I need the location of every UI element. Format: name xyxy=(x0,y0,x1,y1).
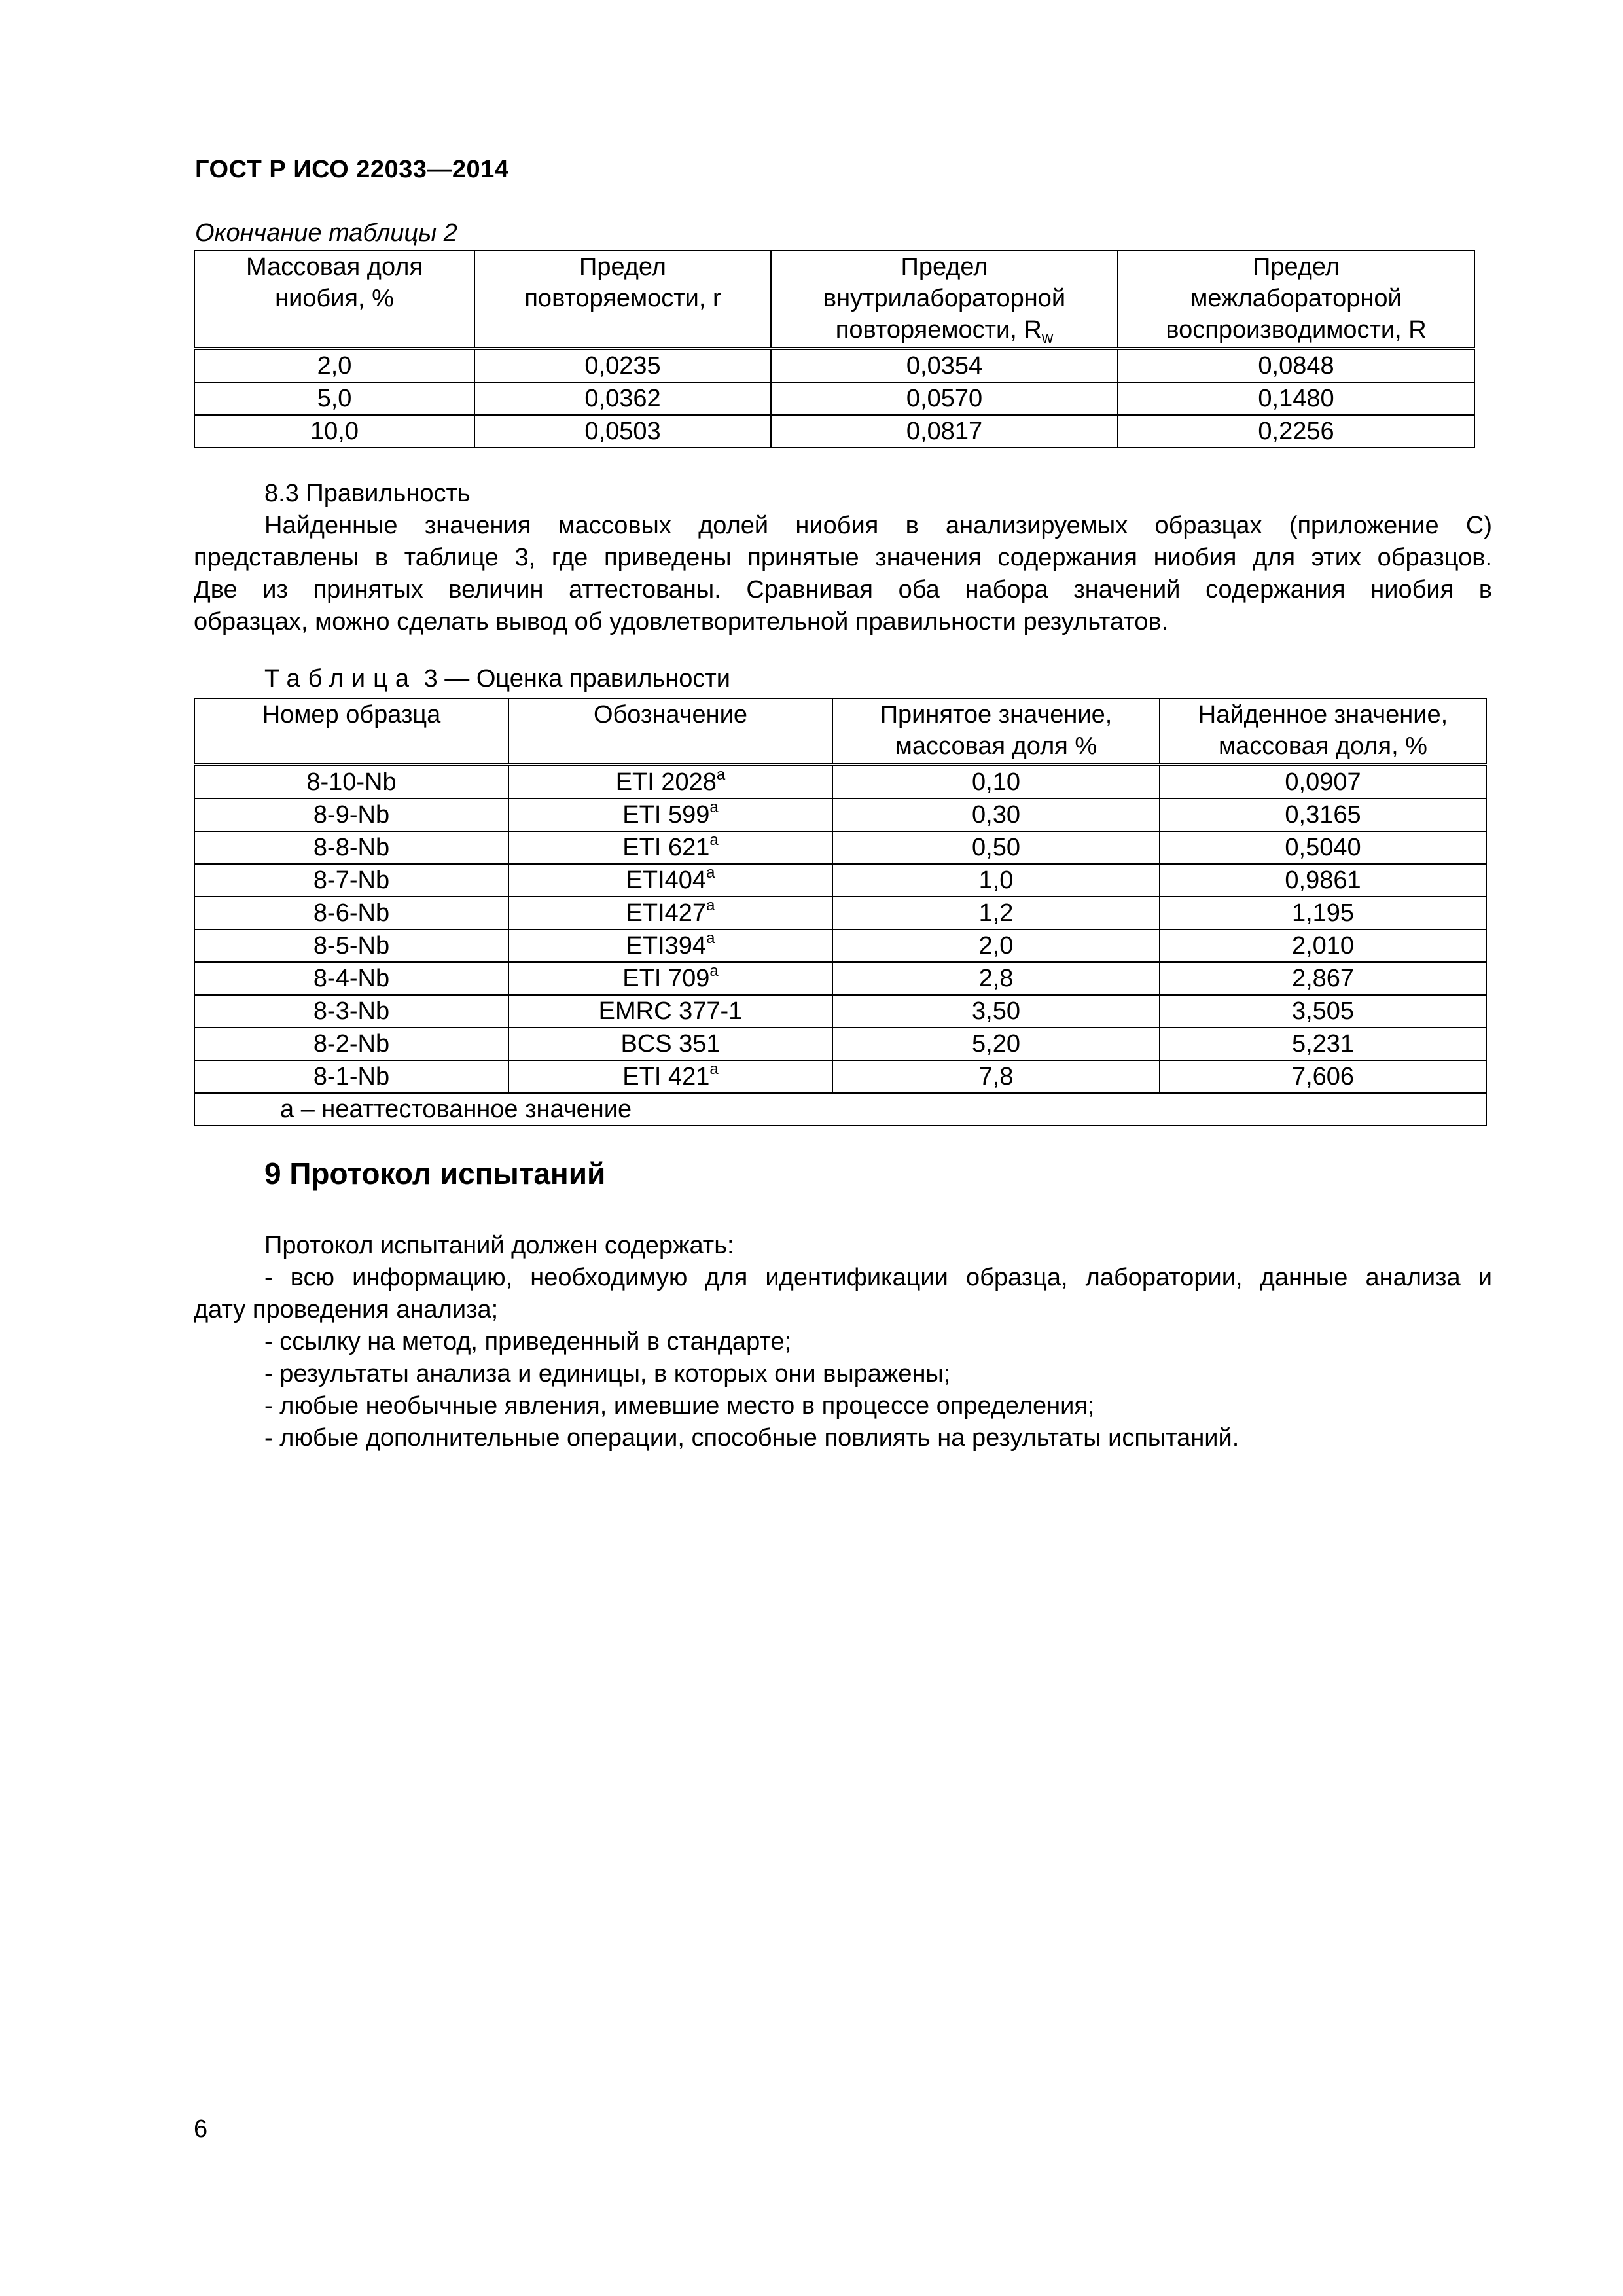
designation-text: ETI427 xyxy=(626,899,707,927)
found-value-cell: 3,505 xyxy=(1160,995,1486,1028)
sample-number-cell: 8-1-Nb xyxy=(194,1060,508,1093)
table2 xyxy=(194,250,1475,448)
section-9-item-4: - любые необычные явления, имевшие место в процессе определения; xyxy=(264,1392,1095,1420)
table-row xyxy=(194,929,1486,962)
table2-body xyxy=(194,349,1474,448)
designation-footnote-mark: a xyxy=(709,1060,719,1078)
designation-footnote-mark: a xyxy=(709,961,719,980)
table3-header-cell xyxy=(194,698,508,765)
section-9-intro: Протокол испытаний должен содержать: xyxy=(264,1232,734,1259)
sample-number-cell: 8-8-Nb xyxy=(194,831,508,864)
table-row xyxy=(194,962,1486,995)
accepted-value-cell: 0,30 xyxy=(832,798,1160,831)
section-9-item-2: - ссылку на метод, приведенный в стандарте; xyxy=(264,1328,792,1355)
document-header: ГОСТ Р ИСО 22033—2014 xyxy=(195,156,509,183)
table2-header-line: ниобия, % xyxy=(275,285,394,312)
designation-text: EMRC 377-1 xyxy=(598,997,743,1025)
found-value-cell: 2,010 xyxy=(1160,929,1486,962)
sample-number-cell: 8-4-Nb xyxy=(194,962,508,995)
table-row xyxy=(194,382,1474,415)
table2-cell: 0,0817 xyxy=(771,415,1118,448)
table3-body xyxy=(194,765,1486,1126)
section-8-3-line-4: образцах, можно сделать вывод об удовлетворительной правильности результатов. xyxy=(194,608,1169,636)
table2-header-cell xyxy=(474,251,771,349)
sample-number-cell: 8-5-Nb xyxy=(194,929,508,962)
accepted-value-cell: 1,0 xyxy=(832,864,1160,897)
accepted-value-cell: 7,8 xyxy=(832,1060,1160,1093)
found-value-cell: 7,606 xyxy=(1160,1060,1486,1093)
designation-cell xyxy=(508,897,832,929)
table-row xyxy=(194,831,1486,864)
table2-cell: 0,0503 xyxy=(474,415,771,448)
sample-number-cell: 8-6-Nb xyxy=(194,897,508,929)
table-row xyxy=(194,1028,1486,1060)
designation-text: ETI 621 xyxy=(622,833,710,861)
table-row xyxy=(194,864,1486,897)
accepted-value-cell: 3,50 xyxy=(832,995,1160,1028)
table2-header-cell xyxy=(1118,251,1474,349)
designation-cell xyxy=(508,864,832,897)
table2-header-line: Предел xyxy=(579,253,666,281)
table3-caption-label: Таблица xyxy=(264,665,417,692)
table3 xyxy=(194,698,1487,1126)
table2-header-cell xyxy=(771,251,1118,349)
found-value-cell: 5,231 xyxy=(1160,1028,1486,1060)
table2-cell: 0,0570 xyxy=(771,382,1118,415)
sample-number-cell: 8-2-Nb xyxy=(194,1028,508,1060)
designation-footnote-mark: a xyxy=(716,765,726,783)
designation-footnote-mark: a xyxy=(709,831,719,849)
designation-cell xyxy=(508,765,832,799)
table3-header-line: Обозначение xyxy=(593,701,747,728)
found-value-cell: 0,3165 xyxy=(1160,798,1486,831)
designation-footnote-mark: a xyxy=(706,863,715,882)
found-value-cell: 1,195 xyxy=(1160,897,1486,929)
table2-header-line: Предел xyxy=(1253,253,1340,281)
table2-header-line: внутрилабораторной xyxy=(823,285,1066,312)
table3-caption-title: — Оценка правильности xyxy=(444,665,730,692)
designation-text: ETI404 xyxy=(626,866,707,894)
table3-header-line: Номер образца xyxy=(262,701,441,728)
accepted-value-cell: 2,8 xyxy=(832,962,1160,995)
table2-header-line: воспроизводимости, R xyxy=(1166,316,1427,344)
designation-text: ETI 709 xyxy=(622,964,710,992)
table2-cell: 0,0354 xyxy=(771,349,1118,383)
section-9-title: 9 Протокол испытаний xyxy=(264,1157,606,1191)
table2-cell: 0,2256 xyxy=(1118,415,1474,448)
accepted-value-cell: 5,20 xyxy=(832,1028,1160,1060)
designation-text: ETI394 xyxy=(626,931,707,960)
designation-cell xyxy=(508,1060,832,1093)
table3-footnote-row xyxy=(194,1093,1486,1126)
designation-cell xyxy=(508,929,832,962)
table3-header-cell xyxy=(508,698,832,765)
table2-cell: 10,0 xyxy=(194,415,474,448)
accepted-value-cell: 1,2 xyxy=(832,897,1160,929)
designation-text: ETI 2028 xyxy=(615,768,717,796)
section-9-item-5: - любые дополнительные операции, способные повлиять на результаты испытаний. xyxy=(264,1424,1240,1452)
found-value-cell: 0,0907 xyxy=(1160,765,1486,799)
designation-text: ETI 599 xyxy=(622,800,710,829)
sample-number-cell: 8-9-Nb xyxy=(194,798,508,831)
accepted-value-cell: 0,10 xyxy=(832,765,1160,799)
table-row xyxy=(194,897,1486,929)
table2-cell: 0,0848 xyxy=(1118,349,1474,383)
section-8-3-line-1: Найденные значения массовых долей ниобия в анализируемых образцах (приложение С) xyxy=(264,512,1492,539)
sample-number-cell: 8-3-Nb xyxy=(194,995,508,1028)
section-8-3-line-2: представлены в таблице 3, где приведены принятые значения содержания ниобия для этих образцов. xyxy=(194,544,1492,571)
table3-caption-number: 3 xyxy=(423,665,438,692)
section-8-3-heading: 8.3 Правильность xyxy=(264,480,471,507)
table2-cell: 0,0235 xyxy=(474,349,771,383)
table2-header-subscript: w xyxy=(1041,329,1054,347)
table3-header-line: Принятое значение, xyxy=(880,701,1113,728)
found-value-cell: 0,9861 xyxy=(1160,864,1486,897)
table3-header-cell xyxy=(832,698,1160,765)
table3-caption xyxy=(264,665,730,693)
table3-footnote: а – неаттестованное значение xyxy=(194,1093,1486,1126)
table3-header-line: массовая доля, % xyxy=(1219,732,1427,760)
table2-header-line: межлабораторной xyxy=(1190,285,1402,312)
table3-header-line: Найденное значение, xyxy=(1198,701,1448,728)
designation-cell xyxy=(508,798,832,831)
table2-caption: Окончание таблицы 2 xyxy=(195,219,457,247)
table-row xyxy=(194,415,1474,448)
table2-cell: 0,1480 xyxy=(1118,382,1474,415)
table2-header-line xyxy=(772,314,1117,346)
accepted-value-cell: 0,50 xyxy=(832,831,1160,864)
table-row xyxy=(194,349,1474,383)
page-number: 6 xyxy=(194,2115,208,2143)
sample-number-cell: 8-7-Nb xyxy=(194,864,508,897)
table2-header-line: повторяемости, r xyxy=(524,285,721,312)
table-row xyxy=(194,995,1486,1028)
designation-text: BCS 351 xyxy=(620,1030,721,1058)
table2-header-row xyxy=(194,251,1474,349)
found-value-cell: 2,867 xyxy=(1160,962,1486,995)
sample-number-cell: 8-10-Nb xyxy=(194,765,508,799)
designation-cell xyxy=(508,831,832,864)
table2-header-line: Предел xyxy=(901,253,988,281)
table3-header-row xyxy=(194,698,1486,765)
table2-header-line: Массовая доля xyxy=(245,253,423,281)
table3-header-line: массовая доля % xyxy=(895,732,1097,760)
table2-header-cell xyxy=(194,251,474,349)
designation-footnote-mark: a xyxy=(706,896,715,914)
table-row xyxy=(194,798,1486,831)
designation-cell xyxy=(508,962,832,995)
table2-cell: 0,0362 xyxy=(474,382,771,415)
designation-footnote-mark: a xyxy=(709,798,719,816)
section-9-item-1-line-2: дату проведения анализа; xyxy=(194,1296,499,1323)
found-value-cell: 0,5040 xyxy=(1160,831,1486,864)
designation-footnote-mark: a xyxy=(706,929,715,947)
table3-header-cell xyxy=(1160,698,1486,765)
designation-cell xyxy=(508,995,832,1028)
table-row xyxy=(194,765,1486,799)
section-9-item-3: - результаты анализа и единицы, в которых они выражены; xyxy=(264,1360,951,1388)
table2-header-text: повторяемости, R xyxy=(835,316,1042,344)
designation-text: ETI 421 xyxy=(622,1062,710,1090)
section-9-item-1-line-1: - всю информацию, необходимую для идентификации образца, лаборатории, данные анализа и xyxy=(264,1264,1492,1291)
accepted-value-cell: 2,0 xyxy=(832,929,1160,962)
table2-cell: 2,0 xyxy=(194,349,474,383)
designation-cell xyxy=(508,1028,832,1060)
section-8-3-line-3: Две из принятых величин аттестованы. Сравнивая оба набора значений содержания ниобия в xyxy=(194,576,1492,603)
table-row xyxy=(194,1060,1486,1093)
table2-cell: 5,0 xyxy=(194,382,474,415)
